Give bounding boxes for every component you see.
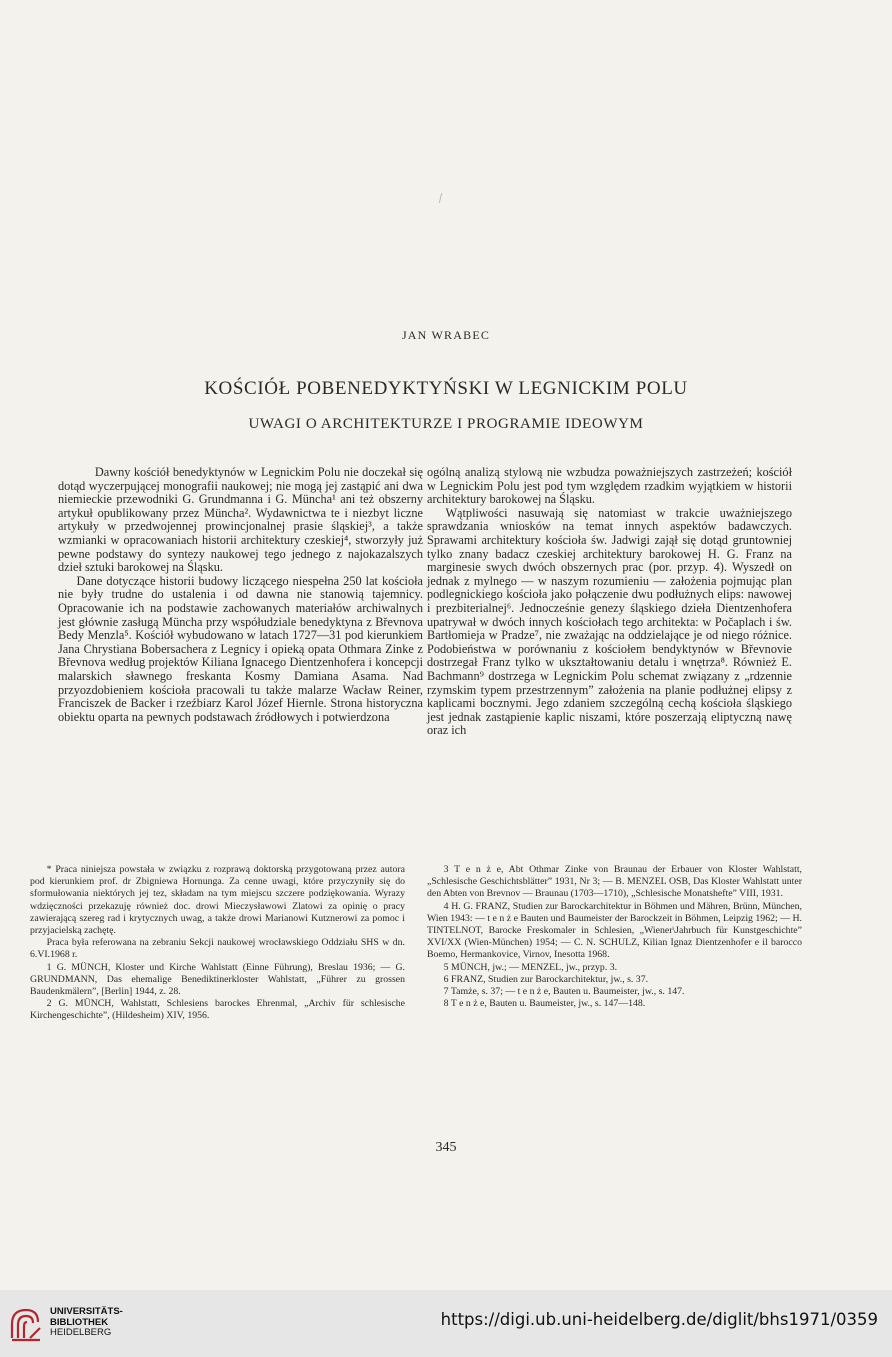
university-library-logo-icon <box>8 1302 44 1342</box>
paragraph: Dane dotyczące historii budowy liczącego niespełna 250 lat kościoła nie były trudne do ustalenia i od dawna nie stanowią tajemnicy. Opracowanie ich na podstawie zachowanych materiałów archiwalnych jest głównie zasługą Müncha przy współudziale benedyktyna z Břevnova Bedy Menzla⁵. Kościół wybudowano w latach 1727—31 pod kierunkiem Jana Chrystiana Bobersachera z Legnicy i opieką opata Othmara Zinke z Břevnova według projektów Kiliana Ignacego Dientzenhofera i koncepcji malarskich sławnego freskanta Kosmy Damiana Asama. Nad przyozdobieniem kościoła pracowali tu także malarze Wacław Reiner, Franciszek de Backer i rzeźbiarz Karol Józef Hiernle. Strona historyczna obiektu oparta na pewnych podstawach źródłowych i potwierdzona <box>58 573 423 724</box>
paragraph: ogólną analizą stylową nie wzbudza poważniejszych zastrzeżeń; kościół w Legnickim Polu jest pod tym względem rzadkim wyjątkiem w historii architektury barokowej na Śląsku. <box>427 465 792 507</box>
body-column-right <box>427 466 792 738</box>
library-name-line: BIBLIOTHEK <box>50 1316 109 1328</box>
body-column-left <box>58 466 423 724</box>
footnote: 8 T e n ż e, Bauten u. Baumeister, jw., s. 147—148. <box>443 998 646 1010</box>
library-name-line: UNIVERSITÄTS- <box>50 1306 123 1317</box>
footnote: Praca była referowana na zebraniu Sekcji naukowej wrocławskiego Oddziału SHS w dn. 6.VI.1968 r. <box>30 937 405 961</box>
footnote: 4 H. G. FRANZ, Studien zur Barockarchitektur in Böhmen und Mähren, Brünn, München, Wien 1943: — t e n ż e Bauten und Baumeister der Barockzeit in Böhmen, Leipzig 1962; — H. TINTELNOT, Barocke Freskomaler in Schlesien, „Wiener\Jahrbuch für Kunstgeschichte” XVI/XX (Wien-München) 1954; — C. N. SCHULZ, Kilian Ignaz Dientzenhofer e il barocco Boemo, Hermankovice, Virnov, Inesotta 1968. <box>427 900 802 961</box>
library-name <box>50 1307 123 1339</box>
page-number: 345 <box>435 1140 457 1155</box>
paragraph: Wątpliwości nasuwają się natomiast w trakcie uważniejszego sprawdzania wniosków na temat innych aspektów badawczych. Sprawami architektury kościoła św. Jadwigi zajął się dotąd gruntowniej tylko znany badacz czeskiej architektury barokowej H. G. Franz na marginesie swych dwóch obszernych prac (por. przyp. 4). Wyszedł on jednak z mylnego — w naszym rozumieniu — założenia pojmując plan podlegnickiego kościoła jako połączenie dwu podłużnych elips: nawowej i prezbiterialnej⁶. Jednocześnie genezy śląskiego dzieła Dientzenhofera upatrywał w dwóch innych kościołach tego architekta: w Počaplach i św. Bartłomieja w Pradze⁷, nie zważając na oddzielające je od niego różnice. Podobieństwa w porównaniu z kościołem bendyktynów w Břevnovie dostrzegał Franz tylko w ukształtowaniu detalu i wnętrza⁸. Również E. Bachmann⁹ dostrzega w Legnickim Polu schemat związany z „rdzennie rzymskim typem przestrzennym” założenia na planie podłużnej elipsy z kaplicami bocznymi. Jego zdaniem szczególną cechą kościoła śląskiego jest jednak zastąpienie kaplic niszami, które poszerzają eliptyczną nawę oraz ich <box>427 505 792 738</box>
footnote: 1 G. MÜNCH, Kloster und Kirche Wahlstatt (Einne Führung), Breslau 1936; — G. GRUNDMANN, Das ehemalige Benediktinerkloster Wahlstatt, „Führer zu grossen Baudenkmälern”, [Berlin] 1944, z. 28. <box>30 961 405 998</box>
footnote: * Praca niniejsza powstała w związku z rozprawą doktorską przygotowaną przez autora pod kierunkiem prof. dr Zbigniewa Hornunga. Za cenne uwagi, które przyczyniły się do sformułowania niektórych jej tez, składam na tym miejscu szczere podziękowania. Wyrazy wdzięczności przekazuję również doc. drowi Mieczysławowi Zlatowi za opinię o pracy zawierającą szereg rad i krytycznych uwag, a także drowi Marianowi Kutznerowi za pomoc i przyjacielską zachętę. <box>30 864 405 937</box>
footnotes-right <box>427 864 802 1010</box>
footnote: 7 Tamże, s. 37; — t e n ż e, Bauten u. Baumeister, jw., s. 147. <box>443 986 685 998</box>
library-name-line: HEIDELBERG <box>50 1327 112 1338</box>
footnote: 6 FRANZ, Studien zur Barockarchitektur, jw., s. 37. <box>443 973 649 985</box>
footnote: 3 T e n ż e, Abt Othmar Zinke von Braunau der Erbauer von Kloster Wahlstatt, „Schlesische Geschichtsblätter” 1931, Nr 3; — B. MENZEL OSB, Das Kloster Wahlstatt unter den Abten von Brevnov — Braunau (1703—1710), „Schlesische Monatshefte” VIII, 1931. <box>427 864 802 900</box>
library-footer <box>0 1290 892 1357</box>
article-title: KOŚCIÓŁ POBENEDYKTYŃSKI W LEGNICKIM POLU <box>204 378 688 399</box>
permalink-url[interactable]: https://digi.ub.uni-heidelberg.de/diglit/bhs1971/0359 <box>440 1310 878 1329</box>
author-name: JAN WRABEC <box>401 328 491 342</box>
paragraph: Dawny kościół benedyktynów w Legnickim Polu nie doczekał się dotąd wyczerpującej monografii naukowej; nie mogą jej zastąpić ani dwa niemieckie przewodniki G. Grundmanna i G. Müncha¹ ani też obszerny artykuł opublikowany przez Müncha². Wydawnictwa te i niezbyt liczne artykuły w przedwojennej prowincjonalnej prasie śląskiej³, a także wzmianki w opracowaniach historii architektury czeskiej⁴, stworzyły już pewne podstawy do syntezy naukowej tego jednego z najokazalszych dzieł sztuki barokowej na Śląsku. <box>58 465 423 575</box>
footnote: 5 MÜNCH, jw.; — MENZEL, jw., przyp. 3. <box>443 961 618 973</box>
footnote: 2 G. MÜNCH, Wahlstatt, Schlesiens barockes Ehrenmal, „Archiv für schlesische Kirchengeschichte”, (Hildesheim) XIV, 1956. <box>30 998 405 1022</box>
article-subtitle: UWAGI O ARCHITEKTURZE I PROGRAMIE IDEOWYM <box>248 416 644 432</box>
footnotes-left <box>30 864 405 1023</box>
scan-mark <box>439 193 442 203</box>
